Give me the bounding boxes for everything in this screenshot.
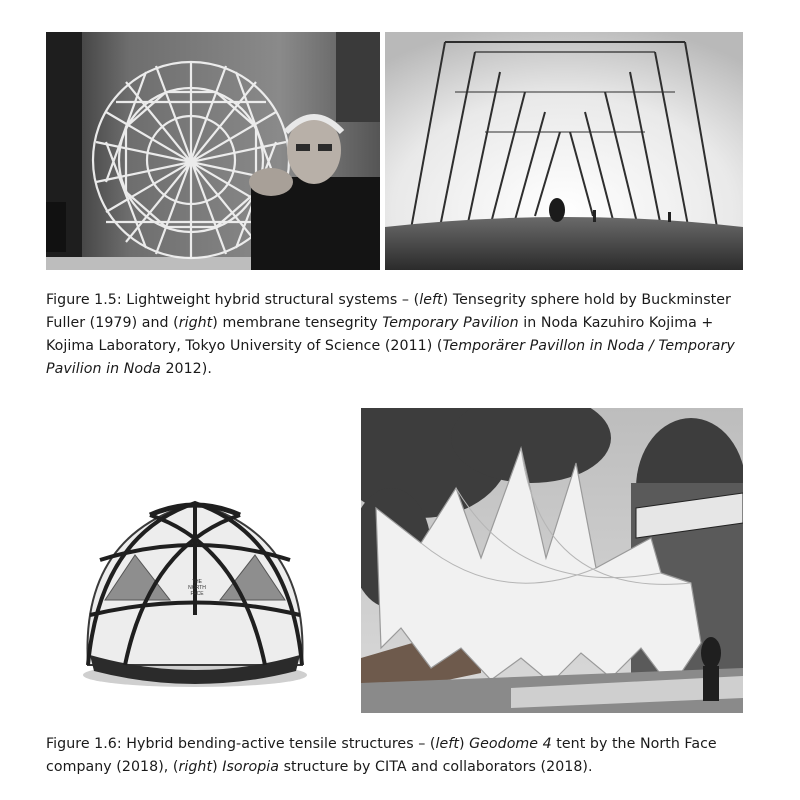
- geodome-tent-photo: [60, 475, 330, 695]
- tensegrity-sphere-photo: [46, 32, 380, 270]
- tent-logo-line-2: NORTH: [188, 585, 206, 591]
- figure-1-5-caption: Figure 1.5: Lightweight hybrid structural systems – (left) Tensegrity sphere hold by Buckminster Fuller (1979) and (right) membrane tensegrity Temporary Pavilion in Noda Kazuhiro Kojima + Kojima Laboratory, Tokyo University of Science (2011) (Temporärer Pavillon in Noda / Temporary Pavilion in Noda 2012).: [46, 292, 735, 377]
- tent-logo-line-3: FACE: [190, 591, 204, 597]
- membrane-pavilion-photo: [385, 32, 743, 270]
- isoropia-structure-photo: [361, 408, 743, 713]
- figure-1-6-caption: Figure 1.6: Hybrid bending-active tensile structures – (left) Geodome 4 tent by the North Face company (2018), (right) Isoropia structure by CITA and collaborators (2018).: [46, 736, 717, 775]
- figure-1-6-label: Figure 1.6:: [46, 736, 122, 752]
- tent-logo-line-1: THE: [192, 579, 202, 585]
- figure-1-5-label: Figure 1.5:: [46, 292, 122, 308]
